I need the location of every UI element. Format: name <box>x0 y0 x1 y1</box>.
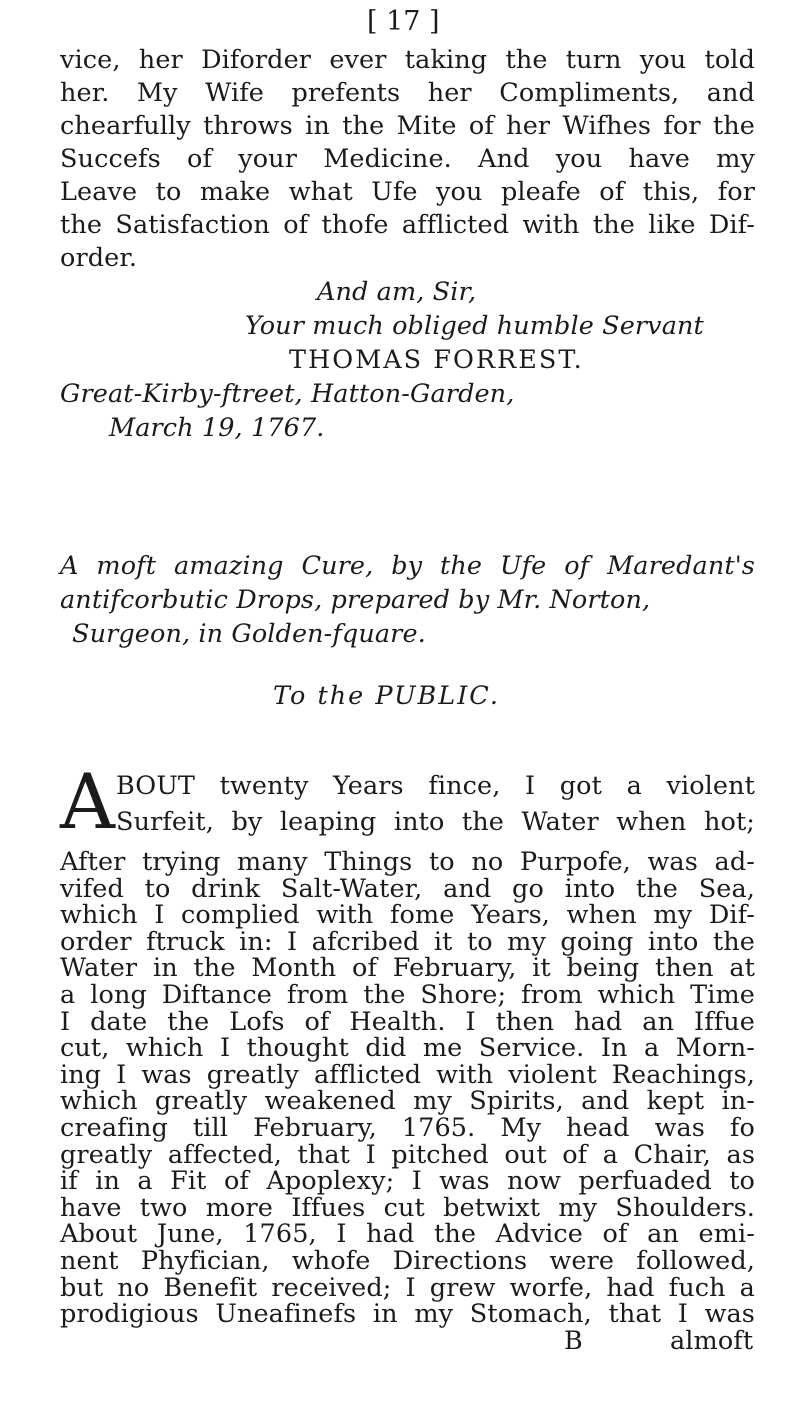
testimonial-heading: A moft amazing Cure, by the Ufe of Maredant's <box>60 551 755 581</box>
body-line: vifed to drink Salt-Water, and go into the Sea, <box>60 873 755 904</box>
body-line: I date the Lofs of Health. I then had an Iffue <box>60 1006 755 1037</box>
body-line: order ftruck in: I afcribed it to my going into the <box>60 926 755 957</box>
body-line: Surfeit, by leaping into the Water when hot; <box>116 807 755 837</box>
signature-mark: B <box>564 1325 583 1356</box>
letter-line: her. My Wife prefents her Compliments, and <box>60 78 755 108</box>
body-line: which I complied with fome Years, when my Dif- <box>60 900 755 931</box>
address-line: Great-Kirby-ftreet, Hatton-Garden, <box>60 379 515 409</box>
closing-line: Your much obliged humble Servant <box>245 311 704 341</box>
body-line: BOUT twenty Years fince, I got a violent <box>116 771 755 801</box>
signature-name: THOMAS FORREST. <box>289 345 584 375</box>
body-line: have two more Iffues cut betwixt my Shoulders. <box>60 1192 755 1223</box>
letter-line: chearfully throws in the Mite of her Wifhes for the <box>60 111 755 141</box>
drop-cap: A <box>60 757 115 846</box>
date-line: March 19, 1767. <box>109 413 325 443</box>
body-line: prodigious Uneafinefs in my Stomach, that I was <box>60 1299 755 1330</box>
testimonial-heading: antifcorbutic Drops, prepared by Mr. Norton, <box>60 585 651 615</box>
body-line: greatly affected, that I pitched out of a Chair, as <box>60 1139 755 1170</box>
page-lower <box>60 0 755 1418</box>
closing-line: And am, Sir, <box>317 277 477 307</box>
body-line: nent Phyfician, whofe Directions were followed, <box>60 1246 755 1276</box>
body-line: creafing till February, 1765. My head was fo <box>60 1113 755 1143</box>
salutation: To the PUBLIC. <box>273 681 501 711</box>
letter-line: order. <box>60 243 138 273</box>
letter-line: Succefs of your Medicine. And you have my <box>60 144 755 174</box>
catchword: almoft <box>670 1325 754 1356</box>
testimonial-heading: Surgeon, in Golden-fquare. <box>72 619 426 649</box>
body-line: After trying many Things to no Purpofe, was ad- <box>60 847 755 877</box>
body-line: Water in the Month of February, it being then at <box>60 953 755 984</box>
letter-line: vice, her Diforder ever taking the turn you told <box>60 45 755 75</box>
body-line: ing I was greatly afflicted with violent Reachings, <box>60 1059 755 1090</box>
body-line: if in a Fit of Apoplexy; I was now perfuaded to <box>60 1166 755 1197</box>
body-line: a long Diftance from the Shore; from which Time <box>60 980 755 1010</box>
body-line: About June, 1765, I had the Advice of an emi- <box>60 1219 755 1250</box>
body-line: but no Benefit received; I grew worfe, had fuch a <box>60 1272 755 1303</box>
body-line: cut, which I thought did me Service. In a Morn- <box>60 1033 755 1064</box>
page-number: [ 17 ] <box>367 6 440 37</box>
letter-line: Leave to make what Ufe you pleafe of this, for <box>60 177 755 207</box>
body-line: which greatly weakened my Spirits, and kept in- <box>60 1086 755 1117</box>
letter-line: the Satisfaction of thofe afflicted with the like Dif- <box>60 210 755 240</box>
